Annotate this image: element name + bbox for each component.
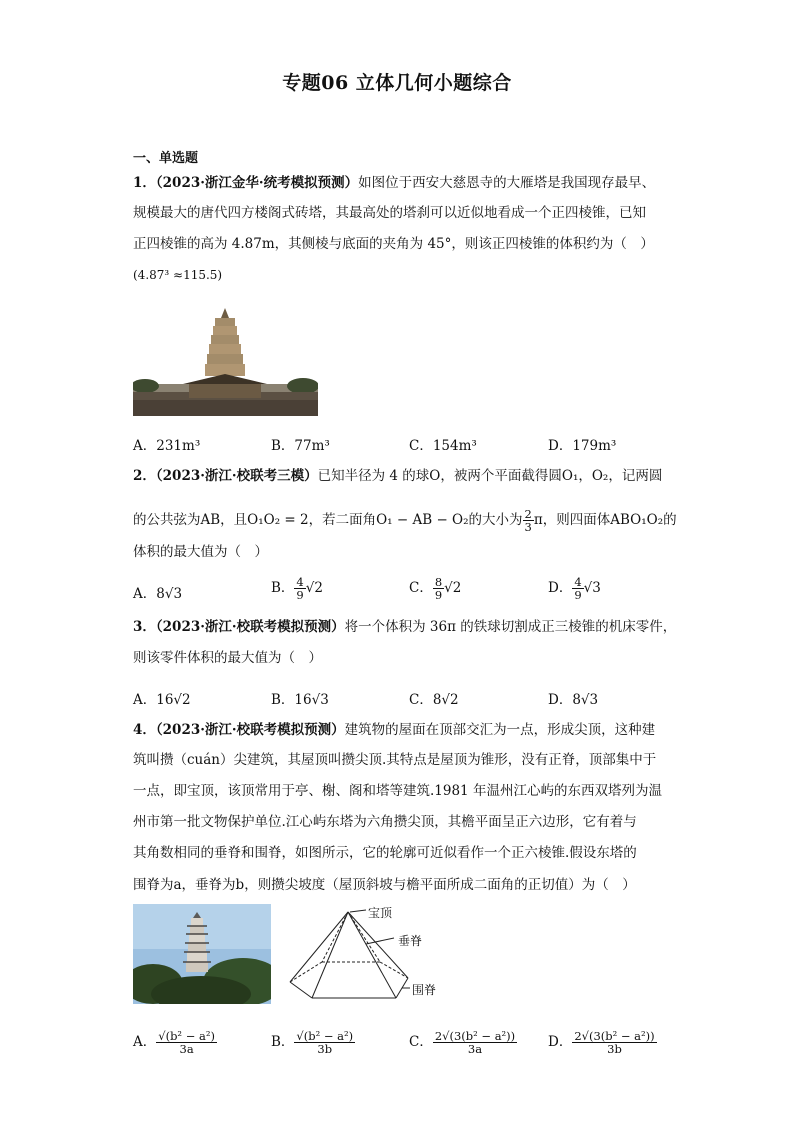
q1-option-a[interactable]: A．231m³ xyxy=(133,438,201,454)
q3-option-d[interactable]: D．8√3 xyxy=(548,692,599,708)
q4-line3: 一点，即宝顶，该顶常用于亭、榭、阁和塔等建筑.1981 年温州江心屿的东西双塔列为温 xyxy=(133,783,662,799)
q3-option-b[interactable]: B．16√3 xyxy=(271,692,329,708)
q2-option-a[interactable]: A．8√3 xyxy=(133,586,183,602)
q2-option-b[interactable]: B． $\frac{4}{9}$ √2 xyxy=(271,575,323,603)
q2-option-c[interactable]: C． $\frac{8}{9}$ √2 xyxy=(409,575,462,603)
label-weiji: 围脊 xyxy=(412,983,437,997)
q3-options xyxy=(133,688,663,708)
q1-options xyxy=(133,434,663,454)
q3-line2: 则该零件体积的最大值为（ ） xyxy=(133,650,322,666)
q4-line4: 州市第一批文物保护单位.江心屿东塔为六角攒尖顶，其檐平面呈正六边形，它有着与 xyxy=(133,814,637,830)
q4-options xyxy=(133,1022,663,1062)
q4-line1: 4．（2023·浙江·校联考模拟预测）建筑物的屋面在顶部交汇为一点，形成尖顶，这种建 xyxy=(133,722,656,738)
section-heading: 一、单选题 xyxy=(133,151,199,166)
q1-line2: 规模最大的唐代四方楼阁式砖塔，其最高处的塔刹可以近似地看成一个正四棱锥，已知 xyxy=(133,205,646,221)
q4-option-d[interactable]: D． $\frac{\text{2√(3(b² − a²))}}{3b}$ xyxy=(548,1029,655,1057)
big-wild-goose-pagoda-photo xyxy=(133,306,318,416)
q1-option-b[interactable]: B．77m³ xyxy=(271,438,330,454)
label-baoding: 宝顶 xyxy=(368,906,393,920)
q1-option-d[interactable]: D．179m³ xyxy=(548,438,617,454)
q2-option-d[interactable]: D． $\frac{4}{9}$ √3 xyxy=(548,575,601,603)
page-title: 专题06 立体几何小题综合 xyxy=(282,72,512,94)
q4-option-c[interactable]: C． $\frac{\text{2√(3(b² − a²))}}{3a}$ xyxy=(409,1029,516,1057)
label-chuiji: 垂脊 xyxy=(398,934,423,948)
q4-line6: 围脊为a，垂脊为b，则攒尖坡度（屋顶斜坡与檐平面所成二面角的正切值）为（ ） xyxy=(133,877,636,893)
q2-line2: 的公共弦为AB，且O₁O₂ = 2，若二面角O₁ − AB − O₂的大小为 $\frac{2}{3}$ π，则四面体ABO₁O₂的 xyxy=(133,507,677,535)
q3-option-c[interactable]: C．8√2 xyxy=(409,692,459,708)
q4-option-b[interactable]: B． $\frac{\text{√(b² − a²)}}{3b}$ xyxy=(271,1029,354,1057)
q2-line3: 体积的最大值为（ ） xyxy=(133,544,268,560)
q1-option-c[interactable]: C．154m³ xyxy=(409,438,477,454)
q4-option-a[interactable]: A． $\frac{\text{√(b² − a²)}}{3a}$ xyxy=(133,1029,215,1057)
jiangxin-east-pagoda-photo xyxy=(133,904,271,1004)
q1-hint: (4.87³ ≈115.5) xyxy=(133,268,223,282)
q1-line1: 1．（2023·浙江金华·统考模拟预测）如图位于西安大慈恩寺的大雁塔是我国现存最早、 xyxy=(133,175,656,191)
q4-line5: 其角数相同的垂脊和围脊，如图所示，它的轮廓可近似看作一个正六棱锥.假设东塔的 xyxy=(133,845,637,861)
q2-options xyxy=(133,576,663,606)
q4-line2: 筑叫攒（cuán）尖建筑，其屋顶叫攒尖顶.其特点是屋顶为锥形，没有正脊，顶部集中于 xyxy=(133,752,657,768)
q1-line3: 正四棱锥的高为 4.87m，其侧棱与底面的夹角为 45°，则该正四棱锥的体积约为（ ） xyxy=(133,236,654,252)
q3-line1: 3．（2023·浙江·校联考模拟预测）将一个体积为 36π 的铁球切割成正三棱锥的机床零件， xyxy=(133,619,677,635)
q2-line1: 2．（2023·浙江·校联考三模）已知半径为 4 的球O，被两个平面截得圆O₁，O₂，记两圆 xyxy=(133,468,663,484)
q3-option-a[interactable]: A．16√2 xyxy=(133,692,191,708)
q2-two-thirds: $\frac{2}{3}$ xyxy=(524,507,532,535)
